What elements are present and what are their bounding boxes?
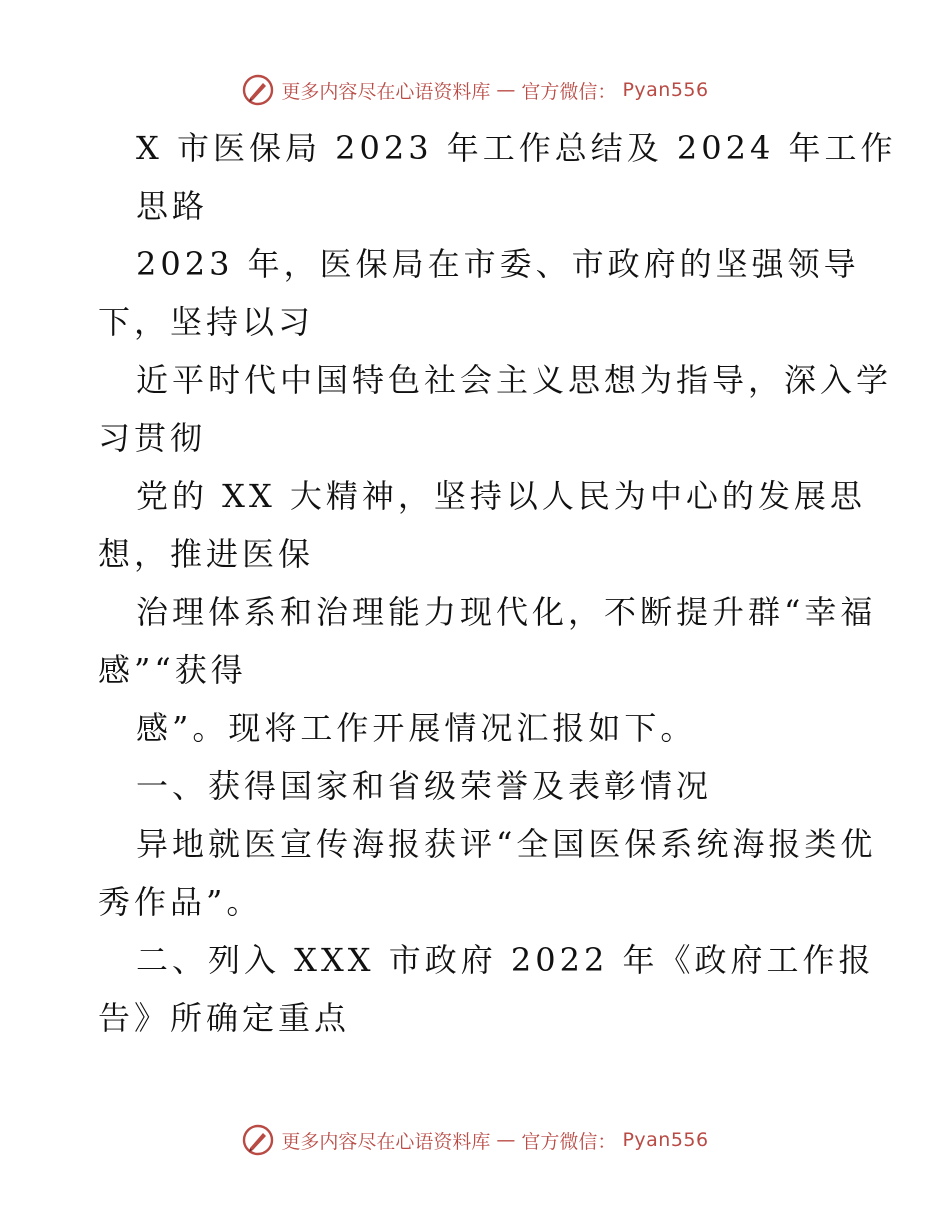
watermark-separator: — <box>496 79 516 101</box>
watermark-brand-text: 更多内容尽在心语资料库 <box>281 80 491 103</box>
doc-section-heading: 一、获得国家和省级荣誉及表彰情况 <box>136 767 713 805</box>
footer-watermark <box>0 1118 950 1162</box>
doc-paragraph-line: 异地就医宣传海报获评“全国医保系统海报类优 <box>136 825 877 863</box>
doc-paragraph-line: 想，推进医保 <box>98 535 315 573</box>
watermark-contact-id: Pyan556 <box>622 1129 709 1151</box>
doc-paragraph-line: 2023 年，医保局在市委、市政府的坚强领导 <box>136 245 860 283</box>
doc-section-heading-continued: 告》所确定重点 <box>98 999 351 1037</box>
watermark-separator: — <box>496 1129 516 1151</box>
doc-paragraph-line: 近平时代中国特色社会主义思想为指导，深入学 <box>136 361 893 399</box>
doc-paragraph-line: 党的 XX 大精神，坚持以人民为中心的发展思 <box>136 477 866 515</box>
doc-paragraph-line: 习贯彻 <box>98 419 207 457</box>
watermark-contact-label: 官方微信： <box>521 1130 617 1153</box>
doc-paragraph-line: 下，坚持以习 <box>98 303 315 341</box>
doc-paragraph-line: 治理体系和治理能力现代化，不断提升群“幸福 <box>136 593 877 631</box>
doc-paragraph-line: 感”“获得 <box>98 651 247 689</box>
doc-paragraph-line: 秀作品”。 <box>98 883 263 921</box>
watermark-brand-text: 更多内容尽在心语资料库 <box>281 1130 491 1153</box>
doc-paragraph-line: 感”。现将工作开展情况汇报如下。 <box>136 709 697 747</box>
doc-section-heading: 二、列入 XXX 市政府 2022 年《政府工作报 <box>136 941 875 979</box>
doc-title-line-1: X 市医保局 2023 年工作总结及 2024 年工作 <box>136 129 897 167</box>
watermark-contact-label: 官方微信： <box>521 80 617 103</box>
pen-quill-icon <box>241 1123 275 1157</box>
watermark-contact-id: Pyan556 <box>622 79 709 101</box>
doc-title-line-2: 思路 <box>136 187 209 225</box>
